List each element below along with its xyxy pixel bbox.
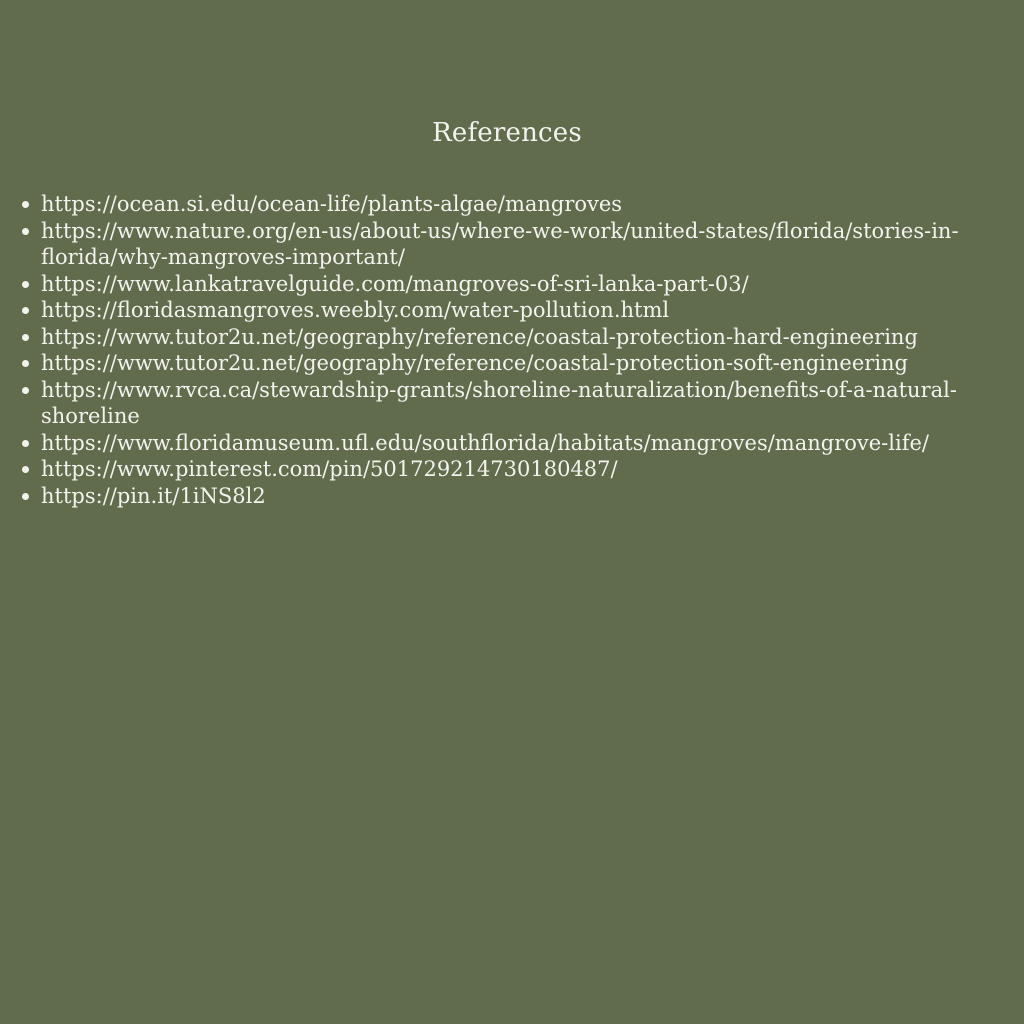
reference-link[interactable]: https://floridasmangroves.weebly.com/water-pollution.html — [41, 298, 670, 322]
bullet-icon — [22, 360, 29, 367]
bullet-icon — [22, 228, 29, 235]
reference-link[interactable]: https://www.tutor2u.net/geography/reference/coastal-protection-soft-engineering — [41, 351, 908, 375]
bullet-icon — [22, 334, 29, 341]
reference-item — [22, 483, 997, 510]
reference-item — [22, 218, 997, 271]
reference-link[interactable]: https://www.floridamuseum.ufl.edu/southflorida/habitats/mangroves/mangrove-life/ — [41, 430, 929, 455]
reference-link[interactable]: https://www.lankatravelguide.com/mangroves-of-sri-lanka-part-03/ — [41, 271, 749, 296]
bullet-icon — [22, 440, 29, 447]
bullet-icon — [22, 466, 29, 473]
reference-item — [22, 191, 997, 218]
bullet-icon — [22, 281, 29, 288]
reference-link[interactable]: https://ocean.si.edu/ocean-life/plants-algae/mangroves — [41, 192, 623, 216]
page-title: References — [432, 118, 582, 148]
bullet-icon — [22, 493, 29, 500]
bullet-icon — [22, 201, 29, 208]
reference-item — [22, 430, 997, 457]
reference-item — [22, 271, 997, 298]
reference-link[interactable]: https://www.pinterest.com/pin/501729214730180487/ — [41, 457, 618, 481]
bullet-icon — [22, 307, 29, 314]
reference-item — [22, 297, 997, 324]
reference-link[interactable]: https://www.rvca.ca/stewardship-grants/shoreline-naturalization/benefits-of-a-natural-shoreline — [41, 377, 957, 428]
reference-link[interactable]: https://www.nature.org/en-us/about-us/where-we-work/united-states/florida/stories-in-florida/why-mangroves-important/ — [41, 218, 959, 269]
reference-link[interactable]: https://www.tutor2u.net/geography/reference/coastal-protection-hard-engineering — [41, 324, 918, 349]
reference-link[interactable]: https://pin.it/1iNS8l2 — [41, 483, 266, 508]
reference-item — [22, 377, 997, 430]
reference-item — [22, 324, 997, 351]
bullet-icon — [22, 387, 29, 394]
reference-item — [22, 456, 997, 483]
references-list — [22, 191, 997, 509]
reference-item — [22, 350, 997, 377]
